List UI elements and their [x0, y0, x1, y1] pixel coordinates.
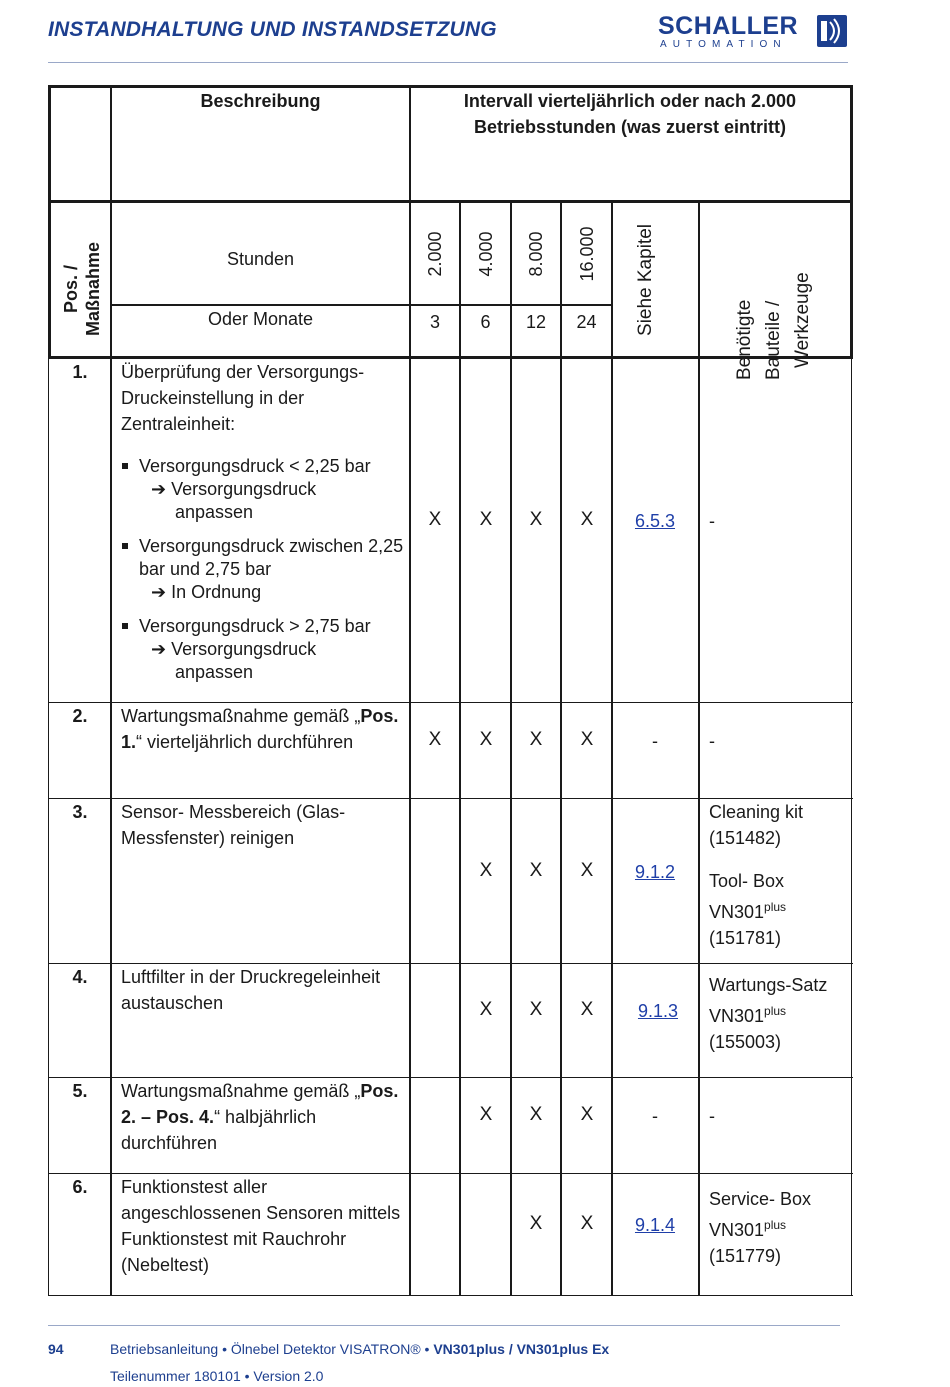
months-24: 24 [576, 312, 597, 332]
parts-line: (151781) [709, 928, 782, 948]
list-item [121, 455, 407, 524]
header-monate: Oder Monate [207, 309, 314, 329]
row-description: Luftfilter in der Druckregeleinheit austauschen [121, 967, 381, 1013]
grid-line [850, 85, 853, 359]
row-bullet-list [121, 455, 407, 695]
grid-line [48, 200, 853, 203]
logo-name: SCHALLER [658, 12, 799, 40]
parts-sup: plus [764, 900, 787, 914]
parts-line: VN301 [709, 1220, 765, 1240]
header-stunden: Stunden [226, 249, 295, 269]
desc-part: “ halbjährlich durchführen [121, 1107, 317, 1153]
header-teile-line2: Bauteile / [763, 300, 784, 380]
footer-part-number: Teilenummer 180101 • Version 2.0 [110, 1368, 324, 1384]
row-parts [709, 1186, 849, 1269]
interval-mark: X [479, 509, 493, 530]
hours-4000: 4.000 [476, 231, 496, 277]
row-description: Überprüfung der Versorgungs-Druckeinstellung in der Zentraleinheit: [121, 362, 365, 434]
row-pos: 2. [72, 706, 88, 726]
parts-line: VN301 [709, 1006, 765, 1026]
row-pos: 6. [72, 1177, 88, 1197]
chapter-link[interactable] [612, 1212, 698, 1238]
logo-mark-icon [816, 14, 848, 48]
row-pos: 5. [72, 1081, 88, 1101]
desc-bold: Pos. 1. [121, 706, 399, 752]
interval-mark: X [580, 860, 594, 881]
page-header-title: INSTANDHALTUNG UND INSTANDSETZUNG [48, 18, 497, 41]
page-number: 94 [48, 1341, 64, 1357]
row-description: Funktionstest aller angeschlossenen Sensoren mittels Funktionstest mit Rauchrohr (Nebeltest) [121, 1177, 401, 1275]
grid-line [409, 85, 411, 1296]
row-parts: - [709, 731, 715, 751]
interval-mark: X [529, 1104, 543, 1125]
interval-mark: X [529, 729, 543, 750]
interval-mark: X [479, 860, 493, 881]
parts-sup: plus [764, 1218, 787, 1232]
bullet-arrow-text: ➔ Versorgungsdruck [151, 479, 317, 499]
header-kapitel: Siehe Kapitel [635, 224, 656, 336]
months-6: 6 [480, 312, 491, 332]
months-12: 12 [525, 312, 547, 332]
parts-line: VN301 [709, 902, 765, 922]
row-description [121, 1078, 403, 1156]
grid-line [48, 1295, 853, 1296]
interval-mark: X [580, 509, 594, 530]
bullet-arrow-text: ➔ In Ordnung [151, 582, 262, 602]
header-teile [730, 220, 818, 380]
grid-line [851, 359, 852, 1296]
header-beschreibung: Beschreibung [200, 91, 321, 111]
footer-divider [48, 1325, 840, 1326]
interval-mark: X [479, 999, 493, 1020]
interval-mark: X [479, 1104, 493, 1125]
header-teile-line1: Benötigte [734, 299, 755, 380]
row-pos: 3. [72, 802, 88, 822]
chapter-link-text[interactable]: 6.5.3 [634, 511, 676, 531]
row-chapter: - [652, 731, 658, 751]
grid-line [698, 200, 700, 1296]
list-item [121, 615, 407, 684]
chapter-link-text[interactable]: 9.1.4 [634, 1215, 676, 1235]
parts-sup: plus [764, 1004, 787, 1018]
row-pos: 4. [72, 967, 88, 987]
header-divider [48, 62, 848, 63]
row-description [121, 703, 403, 755]
hours-16000: 16.000 [577, 226, 597, 282]
chapter-link[interactable] [615, 998, 701, 1024]
grid-line [48, 359, 49, 1296]
hours-2000: 2.000 [425, 231, 445, 277]
parts-line: Service- Box [709, 1189, 812, 1209]
parts-line: Wartungs-Satz [709, 975, 828, 995]
row-parts: Cleaning kit (151482) [709, 802, 804, 848]
interval-mark: X [529, 1213, 543, 1234]
bullet-arrow-text: ➔ Versorgungsdruck [151, 639, 317, 659]
hours-8000: 8.000 [526, 231, 546, 277]
header-pos [60, 199, 104, 379]
bullet-text: Versorgungsdruck < 2,25 bar [139, 456, 371, 476]
row-parts: - [709, 1106, 715, 1126]
row-chapter: - [652, 1106, 658, 1126]
interval-mark: X [580, 1104, 594, 1125]
chapter-link[interactable] [612, 508, 698, 534]
months-3: 3 [429, 312, 440, 332]
interval-mark: X [529, 860, 543, 881]
bullet-text: Versorgungsdruck zwischen 2,25 bar und 2,75 bar [139, 536, 404, 579]
chapter-link[interactable] [612, 859, 698, 885]
logo-subtitle: AUTOMATION [660, 39, 787, 50]
desc-bold: Pos. 2. – Pos. 4. [121, 1081, 399, 1127]
parts-line: (151779) [709, 1246, 782, 1266]
list-item [121, 535, 407, 604]
desc-part: “ vierteljährlich durchführen [136, 732, 354, 752]
parts-line: (155003) [709, 1032, 782, 1052]
row-pos: 1. [72, 362, 88, 382]
bullet-continuation: anpassen [175, 662, 254, 682]
interval-mark: X [529, 999, 543, 1020]
interval-mark: X [428, 729, 442, 750]
parts-line: Tool- Box [709, 871, 785, 891]
desc-part: Wartungsmaßnahme gemäß „ [121, 706, 361, 726]
interval-mark: X [580, 729, 594, 750]
footer-doc-name: Betriebsanleitung • Ölnebel Detektor VISATRON® • [110, 1341, 434, 1357]
footer-document-title [110, 1341, 609, 1357]
interval-mark: X [580, 1213, 594, 1234]
chapter-link-text[interactable]: 9.1.3 [637, 1001, 679, 1021]
bullet-text: Versorgungsdruck > 2,75 bar [139, 616, 371, 636]
interval-mark: X [529, 509, 543, 530]
chapter-link-text[interactable]: 9.1.2 [634, 862, 676, 882]
interval-mark: X [479, 729, 493, 750]
company-logo [658, 12, 850, 52]
interval-mark: X [580, 999, 594, 1020]
interval-mark: X [428, 509, 442, 530]
row-description: Sensor- Messbereich (Glas-Messfenster) reinigen [121, 802, 346, 848]
header-intervall: Intervall vierteljährlich oder nach 2.000 Betriebsstunden (was zuerst eintritt) [463, 91, 797, 137]
row-parts [709, 972, 849, 1055]
header-teile-line3: Werkzeuge [792, 272, 813, 368]
header-pos-line2: Maßnahme [83, 241, 103, 337]
desc-part: Wartungsmaßnahme gemäß „ [121, 1081, 361, 1101]
footer-model: VN301plus / VN301plus Ex [433, 1341, 610, 1357]
header-pos-line1: Pos. / [61, 265, 81, 314]
grid-line [48, 85, 51, 359]
row-parts-second [709, 868, 849, 951]
bullet-continuation: anpassen [175, 502, 254, 522]
row-parts: - [709, 511, 715, 531]
